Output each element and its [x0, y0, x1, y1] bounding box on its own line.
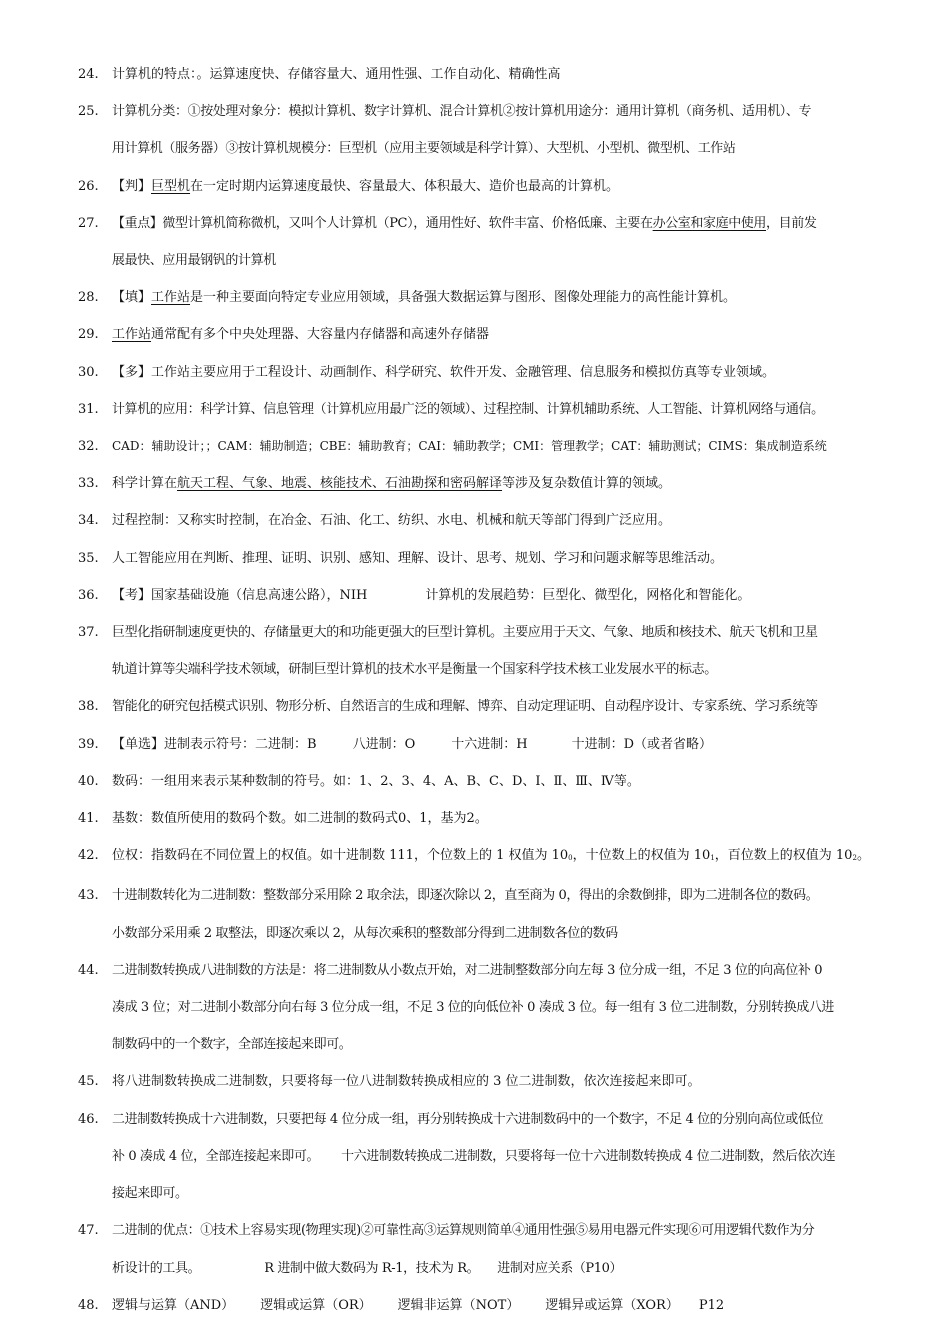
item-text	[112, 391, 920, 428]
item-text	[112, 93, 920, 167]
list-item-34	[0, 502, 950, 539]
item-text	[112, 168, 920, 205]
item-text	[112, 428, 920, 465]
list-item-40	[0, 763, 950, 800]
text-line: 补 0 凑成 4 位，全部连接起来即可。 十六进制数转换成二进制数，只要将每一位十六进制数转换成 4 位二进制数，然后依次连	[112, 1148, 836, 1164]
item-number: 40.	[78, 773, 99, 789]
list-item-32	[0, 428, 950, 465]
item-number: 35.	[78, 550, 99, 566]
text-line: 计算机的应用：科学计算、信息管理（计算机应用最广泛的领域）、过程控制、计算机辅助系统、人工智能、计算机网络与通信。	[112, 401, 824, 417]
item-text	[112, 614, 920, 688]
list-item-38	[0, 688, 950, 725]
item-number: 39.	[78, 736, 99, 752]
text-line: 科学计算在航天工程、气象、地震、核能技术、石油勘探和密码解译等涉及复杂数值计算的领域。	[112, 476, 672, 492]
underlined-term: 航天工程、气象、地震、核能技术、石油勘探和密码解译	[177, 476, 503, 492]
item-text	[112, 877, 920, 951]
text-line: 轨道计算等尖端科学技术领域，研制巨型计算机的技术水平是衡量一个国家科学技术核工业发展水平的标志。	[112, 662, 717, 678]
underlined-term: 巨型机	[151, 178, 191, 194]
item-text	[112, 56, 920, 93]
text-line: 十进制数转化为二进制数：整数部分采用除 2 取余法，即逐次除以 2，直至商为 0，得出的余数倒排，即为二进制各位的数码。	[112, 888, 819, 904]
item-text	[112, 502, 920, 539]
item-number: 43.	[78, 888, 99, 904]
item-text	[112, 279, 920, 316]
list-item-35	[0, 540, 950, 577]
text-line: 巨型化指研制速度更快的、存储量更大的和功能更强大的巨型计算机。主要应用于天文、气象、地质和核技术、航天飞机和卫星	[112, 625, 818, 641]
text-line: 【单选】进制表示符号：二进制：B 八进制：O 十六进制：H 十进制：D（或者省略）	[112, 736, 713, 752]
item-number: 41.	[78, 811, 99, 827]
text-line: 析设计的工具。 R 进制中做大数码为 R-1，技术为 R。 进制对应关系（P10）	[112, 1260, 623, 1276]
text-line: CAD：辅助设计；；CAM：辅助制造；CBE：辅助教育；CAI：辅助教学；CMI：管理教学；CAT：辅助测试；CIMS：集成制造系统	[112, 439, 827, 454]
item-text	[112, 577, 920, 614]
item-number: 29.	[78, 327, 99, 343]
underlined-term: 工作站	[112, 327, 152, 343]
text-line: 计算机的特点：。运算速度快、存储容量大、通用性强、工作自动化、精确性高	[112, 67, 561, 82]
list-item-36	[0, 577, 950, 614]
text-line: 小数部分采用乘 2 取整法，即逐次乘以 2，从每次乘积的整数部分得到二进制数各位的数码	[112, 925, 618, 941]
underlined-term: 工作站	[151, 290, 191, 306]
text-line: 【重点】微型计算机简称微机，又叫个人计算机（PC），通用性好、软件丰富、价格低廉、主要在办公室和家庭中使用，目前发	[112, 215, 817, 231]
exponent: 0	[568, 854, 573, 863]
item-number: 26.	[78, 178, 99, 194]
text-line: 逻辑与运算（AND） 逻辑或运算（OR） 逻辑非运算（NOT） 逻辑异或运算（XOR） P12	[112, 1297, 725, 1313]
text-line: 【多】工作站主要应用于工程设计、动画制作、科学研究、软件开发、金融管理、信息服务和模拟仿真等专业领域。	[112, 364, 776, 380]
item-number: 46.	[78, 1111, 99, 1127]
text-line: 接起来即可。	[112, 1186, 188, 1202]
underlined-term: 办公室和家庭中使用	[652, 215, 767, 231]
item-number: 34.	[78, 513, 99, 529]
item-text	[112, 1063, 920, 1100]
list-item-45	[0, 1063, 950, 1100]
exponent: 2	[852, 854, 857, 863]
item-number: 28.	[78, 290, 99, 306]
text-line: 位权：指数码在不同位置上的权值。如十进制数 111，个位数上的 1 权值为 $10_0$，十位数上的权值为 $10_1$，百位数上的权值为 $10_2$。	[112, 848, 870, 864]
item-number: 38.	[78, 699, 99, 715]
text-line: 用计算机（服务器）③按计算机规模分：巨型机（应用主要领域是科学计算）、大型机、小型机、微型机、工作站	[112, 141, 736, 157]
text-line: 计算机分类：①按处理对象分：模拟计算机、数字计算机、混合计算机②按计算机用途分：通用计算机（商务机、适用机）、专	[112, 104, 812, 120]
item-number: 27.	[78, 215, 99, 231]
item-number: 36.	[78, 587, 99, 603]
text-line: 【考】国家基础设施（信息高速公路），NIH 计算机的发展趋势：巨型化、微型化，网格化和智能化。	[112, 587, 751, 603]
text-line: 【填】工作站是一种主要面向特定专业应用领域，具备强大数据运算与图形、图像处理能力的高性能计算机。	[112, 290, 737, 306]
item-text	[112, 540, 920, 577]
list-item-39	[0, 726, 950, 763]
item-number: 33.	[78, 476, 99, 492]
text-line: 二进制的优点：①技术上容易实现(物理实现)②可靠性高③运算规则简单④通用性强⑤易用电器元件实现⑥可用逻辑代数作为分	[112, 1223, 815, 1239]
text-line: 二进制数转换成十六进制数，只要把每 4 位分成一组，再分别转换成十六进制数码中的一个数字，不足 4 位的分别向高位或低位	[112, 1111, 824, 1127]
list-item-42	[0, 837, 950, 877]
item-number: 37.	[78, 625, 99, 641]
item-text	[112, 354, 920, 391]
text-line: 人工智能应用在判断、推理、证明、识别、感知、理解、设计、思考、规划、学习和问题求解等思维活动。	[112, 550, 724, 566]
text-line: 基数：数值所使用的数码个数。如二进制的数码式0、1，基为2。	[112, 811, 488, 827]
list-item-48	[0, 1287, 950, 1324]
text-line: 智能化的研究包括模式识别、物形分析、自然语言的生成和理解、博弈、自动定理证明、自动程序设计、专家系统、学习系统等	[112, 699, 818, 715]
item-text	[112, 688, 920, 725]
item-text	[112, 316, 920, 353]
text-line: 凑成 3 位；对二进制小数部分向右每 3 位分成一组，不足 3 位的向低位补 0 凑成 3 位。每一组有 3 位二进制数，分别转换成八进	[112, 1000, 835, 1016]
text-line: 展最快、应用最钢钒的计算机	[112, 253, 276, 269]
item-text	[112, 465, 920, 502]
item-number: 48.	[78, 1297, 99, 1313]
list-item-44	[0, 952, 950, 1064]
list-item-47	[0, 1212, 950, 1286]
list-item-24	[0, 56, 950, 93]
exponent: 1	[710, 854, 715, 863]
text-line: 数码：一组用来表示某种数制的符号。如：1、2、3、4、A、B、C、D、Ⅰ、Ⅱ、Ⅲ、Ⅳ等。	[112, 773, 640, 789]
item-number: 45.	[78, 1074, 99, 1090]
item-number: 42.	[78, 848, 99, 864]
item-text	[112, 1212, 920, 1286]
list-item-46	[0, 1101, 950, 1213]
text-line: 将八进制数转换成二进制数，只要将每一位八进制数转换成相应的 3 位二进制数，依次连接起来即可。	[112, 1074, 701, 1090]
item-text	[112, 1101, 920, 1213]
text-line: 二进制数转换成八进制数的方法是：将二进制数从小数点开始，对二进制整数部分向左每 3 位分成一组，不足 3 位的向高位补 0	[112, 962, 823, 978]
list-item-41	[0, 800, 950, 837]
list-item-28	[0, 279, 950, 316]
list-item-37	[0, 614, 950, 688]
document-page	[0, 56, 950, 1324]
list-item-25	[0, 93, 950, 167]
list-item-26	[0, 168, 950, 205]
item-text	[112, 726, 920, 763]
text-line: 制数码中的一个数字，全部连接起来即可。	[112, 1037, 352, 1053]
list-item-43	[0, 877, 950, 951]
list-item-27	[0, 205, 950, 279]
item-text	[112, 800, 920, 837]
item-number: 25.	[78, 104, 99, 120]
text-line: 过程控制：又称实时控制，在冶金、石油、化工、纺织、水电、机械和航天等部门得到广泛应用。	[112, 513, 672, 529]
item-text	[112, 837, 920, 877]
item-number: 24.	[78, 67, 99, 82]
item-number: 32.	[78, 439, 99, 455]
text-line: 【判】巨型机在一定时期内运算速度最快、容量最大、体积最大、造价也最高的计算机。	[112, 178, 620, 194]
item-text	[112, 763, 920, 800]
list-item-30	[0, 354, 950, 391]
item-text	[112, 952, 920, 1064]
list-item-33	[0, 465, 950, 502]
item-number: 44.	[78, 962, 99, 978]
list-item-29	[0, 316, 950, 353]
item-text	[112, 205, 920, 279]
item-number: 31.	[78, 401, 99, 417]
list-item-31	[0, 391, 950, 428]
item-text	[112, 1287, 920, 1324]
item-number: 47.	[78, 1223, 99, 1239]
text-line: 工作站通常配有多个中央处理器、大容量内存储器和高速外存储器	[112, 327, 490, 343]
item-number: 30.	[78, 364, 99, 380]
